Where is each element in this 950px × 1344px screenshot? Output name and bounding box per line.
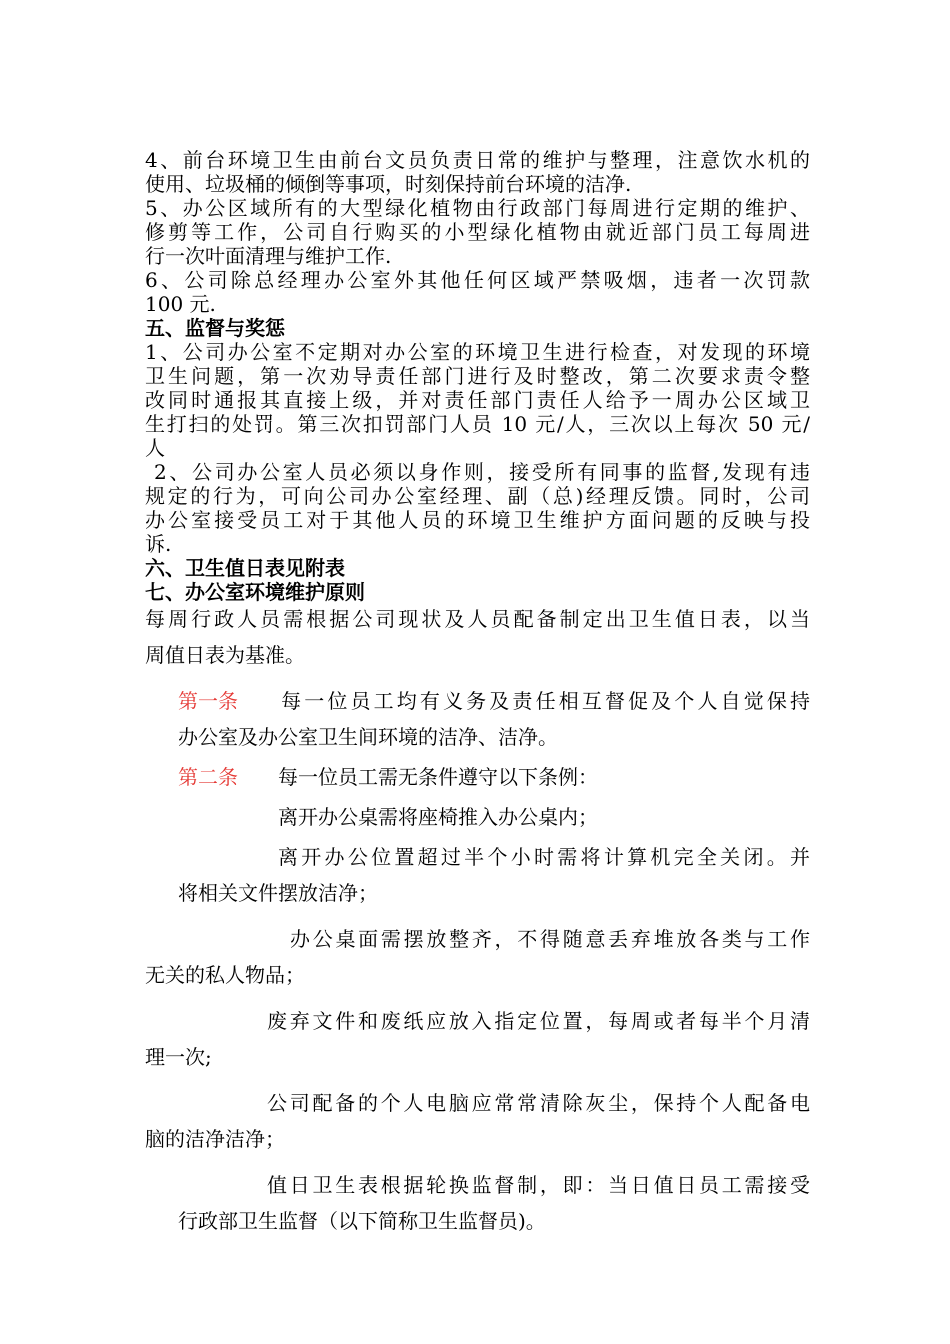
text-line: 卫生问题，第一次劝导责任部门进行及时整改，第二次要求责令整 bbox=[145, 364, 810, 388]
section-heading-7: 七、办公室环境维护原则 bbox=[145, 580, 365, 604]
text-line: 6、公司除总经理办公室外其他任何区域严禁吸烟，违者一次罚款 bbox=[145, 268, 810, 292]
text-line: 100 元. bbox=[145, 292, 216, 316]
text-line: 1、公司办公室不定期对办公室的环境卫生进行检查，对发现的环境 bbox=[145, 340, 810, 364]
text-line: 办公室及办公室卫生间环境的洁净、洁净。 bbox=[178, 725, 558, 749]
article-1 bbox=[145, 686, 810, 716]
text-line: 办公室接受员工对于其他人员的环境卫生维护方面问题的反映与投 bbox=[145, 508, 810, 532]
text-line: 4、前台环境卫生由前台文员负责日常的维护与整理，注意饮水机的 bbox=[145, 148, 810, 172]
section-heading-5: 五、监督与奖惩 bbox=[145, 316, 285, 340]
text-line: 诉. bbox=[145, 532, 172, 556]
text-line: 生打扫的处罚。第三次扣罚部门人员 10 元/人，三次以上每次 50 元/ bbox=[145, 412, 810, 436]
text-line: 每周行政人员需根据公司现状及人员配备制定出卫生值日表，以当 bbox=[145, 607, 810, 631]
text-line: 使用、垃圾桶的倾倒等事项，时刻保持前台环境的洁净. bbox=[145, 172, 632, 196]
rule-item-5 bbox=[145, 196, 810, 268]
article-text: 每一位员工均有义务及责任相互督促及个人自觉保持 bbox=[278, 689, 810, 713]
text-line: 周值日表为基准。 bbox=[145, 643, 305, 667]
rule-line-4: 废弃文件和废纸应放入指定位置，每周或者每半个月清 bbox=[267, 1009, 810, 1033]
article-text: 每一位员工需无条件遵守以下条例： bbox=[278, 765, 598, 789]
section5-item-1 bbox=[145, 340, 810, 460]
text-line: 5、办公区域所有的大型绿化植物由行政部门每周进行定期的维护、 bbox=[145, 196, 810, 220]
rule-item-4 bbox=[145, 148, 810, 196]
section-heading-6: 六、卫生值日表见附表 bbox=[145, 556, 345, 580]
article-label: 第二条 bbox=[178, 765, 238, 789]
text-line: 修剪等工作，公司自行购买的小型绿化植物由就近部门员工每周进 bbox=[145, 220, 810, 244]
section5-item-2 bbox=[145, 460, 810, 556]
rule-line-5: 公司配备的个人电脑应常常清除灰尘，保持个人配备电 bbox=[267, 1091, 810, 1115]
article-2 bbox=[145, 762, 810, 792]
text-line: 脑的洁净洁净； bbox=[145, 1127, 285, 1151]
text-line: 理一次; bbox=[145, 1045, 212, 1069]
article-label: 第一条 bbox=[178, 689, 238, 713]
rule-line-2: 离开办公位置超过半个小时需将计算机完全关闭。并 bbox=[278, 845, 810, 869]
text-line: 2、公司办公室人员必须以身作则，接受所有同事的监督,发现有违 bbox=[145, 460, 810, 484]
text-line: 人 bbox=[145, 436, 165, 460]
text-line: 行政部卫生监督（以下简称卫生监督员)。 bbox=[178, 1209, 546, 1233]
rule-line-3: 办公桌面需摆放整齐，不得随意丢弃堆放各类与工作 bbox=[290, 927, 810, 951]
document-page bbox=[145, 148, 810, 1236]
text-line: 改同时通报其直接上级，并对责任部门责任人给予一周办公区域卫 bbox=[145, 388, 810, 412]
text-line: 行一次叶面清理与维护工作. bbox=[145, 244, 392, 268]
rule-line-6: 值日卫生表根据轮换监督制，即：当日值日员工需接受 bbox=[267, 1173, 810, 1197]
text-line: 规定的行为，可向公司办公室经理、副（总)经理反馈。同时，公司 bbox=[145, 484, 810, 508]
rule-line-1: 离开办公桌需将座椅推入办公桌内； bbox=[278, 805, 598, 829]
rule-item-6 bbox=[145, 268, 810, 316]
text-line: 无关的私人物品； bbox=[145, 963, 305, 987]
text-line: 将相关文件摆放洁净； bbox=[178, 881, 378, 905]
